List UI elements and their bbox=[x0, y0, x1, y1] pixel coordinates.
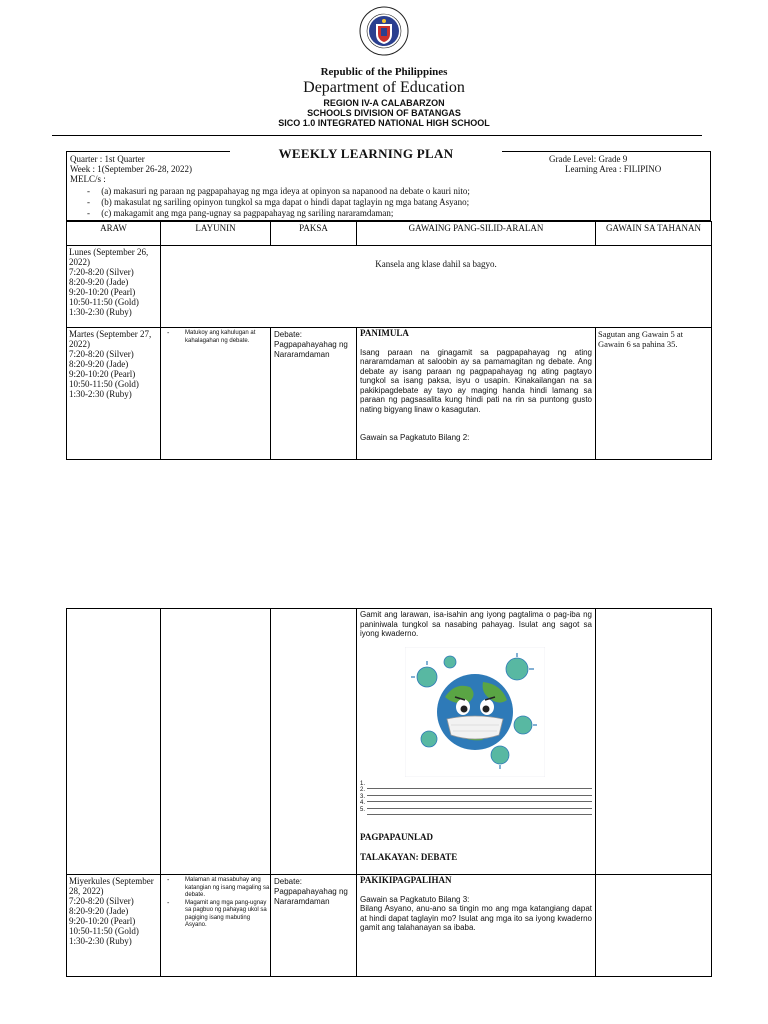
answer-line[interactable]: 5. bbox=[360, 809, 592, 816]
answer-line[interactable]: 3. bbox=[360, 796, 592, 803]
week-label: Week : 1(September 26-28, 2022) bbox=[70, 164, 192, 174]
quarter-label: Quarter : 1st Quarter bbox=[70, 154, 145, 164]
grade-level-label: Grade Level: Grade 9 bbox=[549, 154, 628, 164]
list-item: - Malaman at masabuhay ang katangian ng isang magaling sa debate. bbox=[167, 877, 270, 900]
table-row bbox=[67, 609, 712, 875]
answer-lines bbox=[360, 780, 592, 816]
talakayan-heading: TALAKAYAN: DEBATE bbox=[360, 851, 458, 862]
answer-line[interactable]: 2. bbox=[360, 789, 592, 796]
col-gawain-sa-tahanan: GAWAIN SA TAHANAN bbox=[596, 222, 712, 246]
table-header-row bbox=[67, 222, 712, 246]
learning-plan-table bbox=[66, 221, 712, 460]
table-row bbox=[67, 328, 712, 460]
virus-earth-illustration bbox=[405, 647, 545, 777]
gawain-cont-text: Gamit ang larawan, isa-isahin ang iyong pagtalima o pag-iba ng paniniwala tungkol sa nasabing pahayag. Isulat ang sagot sa iyong kwaderno. bbox=[360, 610, 592, 638]
cancel-note: Kansela ang klase dahil sa bagyo. bbox=[161, 246, 712, 328]
region-line: REGION IV-A CALABARZON bbox=[323, 98, 445, 108]
header-divider bbox=[52, 135, 702, 136]
table-row bbox=[67, 875, 712, 977]
list-item: - Matukoy ang kahulugan at kahalagahan ng debate. bbox=[167, 330, 270, 345]
melc-item: - (b) makasulat ng sariling opinyon tungkol sa mga dapat o hindi dapat taglayin ng mga batang Asyano; bbox=[87, 197, 470, 207]
paksa-miyerkules: Debate: Pagpapahayahag ng Nararamdaman bbox=[271, 875, 357, 977]
weekly-learning-plan-title: WEEKLY LEARNING PLAN bbox=[230, 146, 502, 162]
gawain-3-text: Bilang Asyano, anu-ano sa tingin mo ang mga katangiang dapat at hindi dapat taglayin mo? Isulat ang mga ito sa iyong kwaderno gamit ang talahanayan sa ibaba. bbox=[360, 904, 592, 932]
araw-lunes: Lunes (September 26, 2022) 7:20-8:20 (Silver) 8:20-9:20 (Jade) 9:20-10:20 (Pearl) 10:50-11:50 (Gold) 1:30-2:30 (Ruby) bbox=[67, 246, 161, 328]
gawain-2-label: Gawain sa Pagkatuto Bilang 2: bbox=[360, 433, 470, 442]
gawain-3-label: Gawain sa Pagkatuto Bilang 3: bbox=[360, 894, 470, 904]
melc-item: - (c) makagamit ang mga pang-ugnay sa pagpapahayag ng sariling nararamdaman; bbox=[87, 208, 394, 218]
title-left-rule bbox=[66, 151, 230, 152]
learning-plan-table-continued bbox=[66, 608, 712, 977]
deped-seal-icon bbox=[359, 6, 409, 56]
pakikipagpalihan-heading: PAKIKIPAGPALIHAN bbox=[360, 875, 452, 885]
tahanan-martes: Sagutan ang Gawain 5 at Gawain 6 sa pahina 35. bbox=[596, 328, 712, 460]
division-line: SCHOOLS DIVISION OF BATANGAS bbox=[307, 108, 461, 118]
school-line: SICO 1.0 INTEGRATED NATIONAL HIGH SCHOOL bbox=[278, 118, 490, 128]
layunin-miyerkules bbox=[161, 875, 271, 977]
col-gawaing-pang-silid-aralan: GAWAING PANG-SILID-ARALAN bbox=[357, 222, 596, 246]
gawain-martes bbox=[357, 328, 596, 460]
melcs-label: MELC/s : bbox=[70, 174, 106, 184]
pagpapaunlad-heading: PAGPAPAUNLAD bbox=[360, 832, 433, 842]
gawain-continued bbox=[357, 609, 596, 875]
republic-line: Republic of the Philippines bbox=[320, 66, 448, 78]
col-paksa: PAKSA bbox=[271, 222, 357, 246]
answer-line[interactable]: 4. bbox=[360, 802, 592, 809]
answer-line[interactable]: 1. bbox=[360, 783, 592, 790]
department-title: Department of Education bbox=[303, 79, 465, 96]
gawain-miyerkules bbox=[357, 875, 596, 977]
learning-area-label: Learning Area : FILIPINO bbox=[565, 164, 662, 174]
col-layunin: LAYUNIN bbox=[161, 222, 271, 246]
melc-item: - (a) makasuri ng paraan ng pagpapahayag ng mga ideya at opinyon sa napanood na debate o kauri nito; bbox=[87, 186, 470, 196]
araw-miyerkules: Miyerkules (September 28, 2022) 7:20-8:20 (Silver) 8:20-9:20 (Jade) 9:20-10:20 (Pearl) 10:50-11:50 (Gold) 1:30-2:30 (Ruby) bbox=[67, 875, 161, 977]
paksa-martes: Debate: Pagpapahayahag ng Nararamdaman bbox=[271, 328, 357, 460]
panimula-heading: PANIMULA bbox=[360, 328, 409, 338]
layunin-martes bbox=[161, 328, 271, 460]
table-row bbox=[67, 246, 712, 328]
panimula-text: Isang paraan na ginagamit sa pagpapahayag ng ating nararamdaman at saloobin ay sa pamamagitan ng debate. Ang debate ay isang paraan ng pagpapahayag ng ating pagtayo tungkol sa isang paksa, isyu o usapin. Kinakailangan na sa pakikipagdebate ay tayo ay maging handa hindi lamang sa paraan ng pagsasalita kung hindi pati na rin sa puntong gusto nating bigyang linaw o kasagutan. bbox=[360, 347, 592, 414]
araw-martes: Martes (September 27, 2022) 7:20-8:20 (Silver) 8:20-9:20 (Jade) 9:20-10:20 (Pearl) 10:50-11:50 (Gold) 1:30-2:30 (Ruby) bbox=[67, 328, 161, 460]
col-araw: ARAW bbox=[67, 222, 161, 246]
list-item: - Magamit ang mga pang-ugnay sa pagbuo ng pahayag ukol sa pagiging isang mabuting Asyano. bbox=[167, 900, 270, 930]
